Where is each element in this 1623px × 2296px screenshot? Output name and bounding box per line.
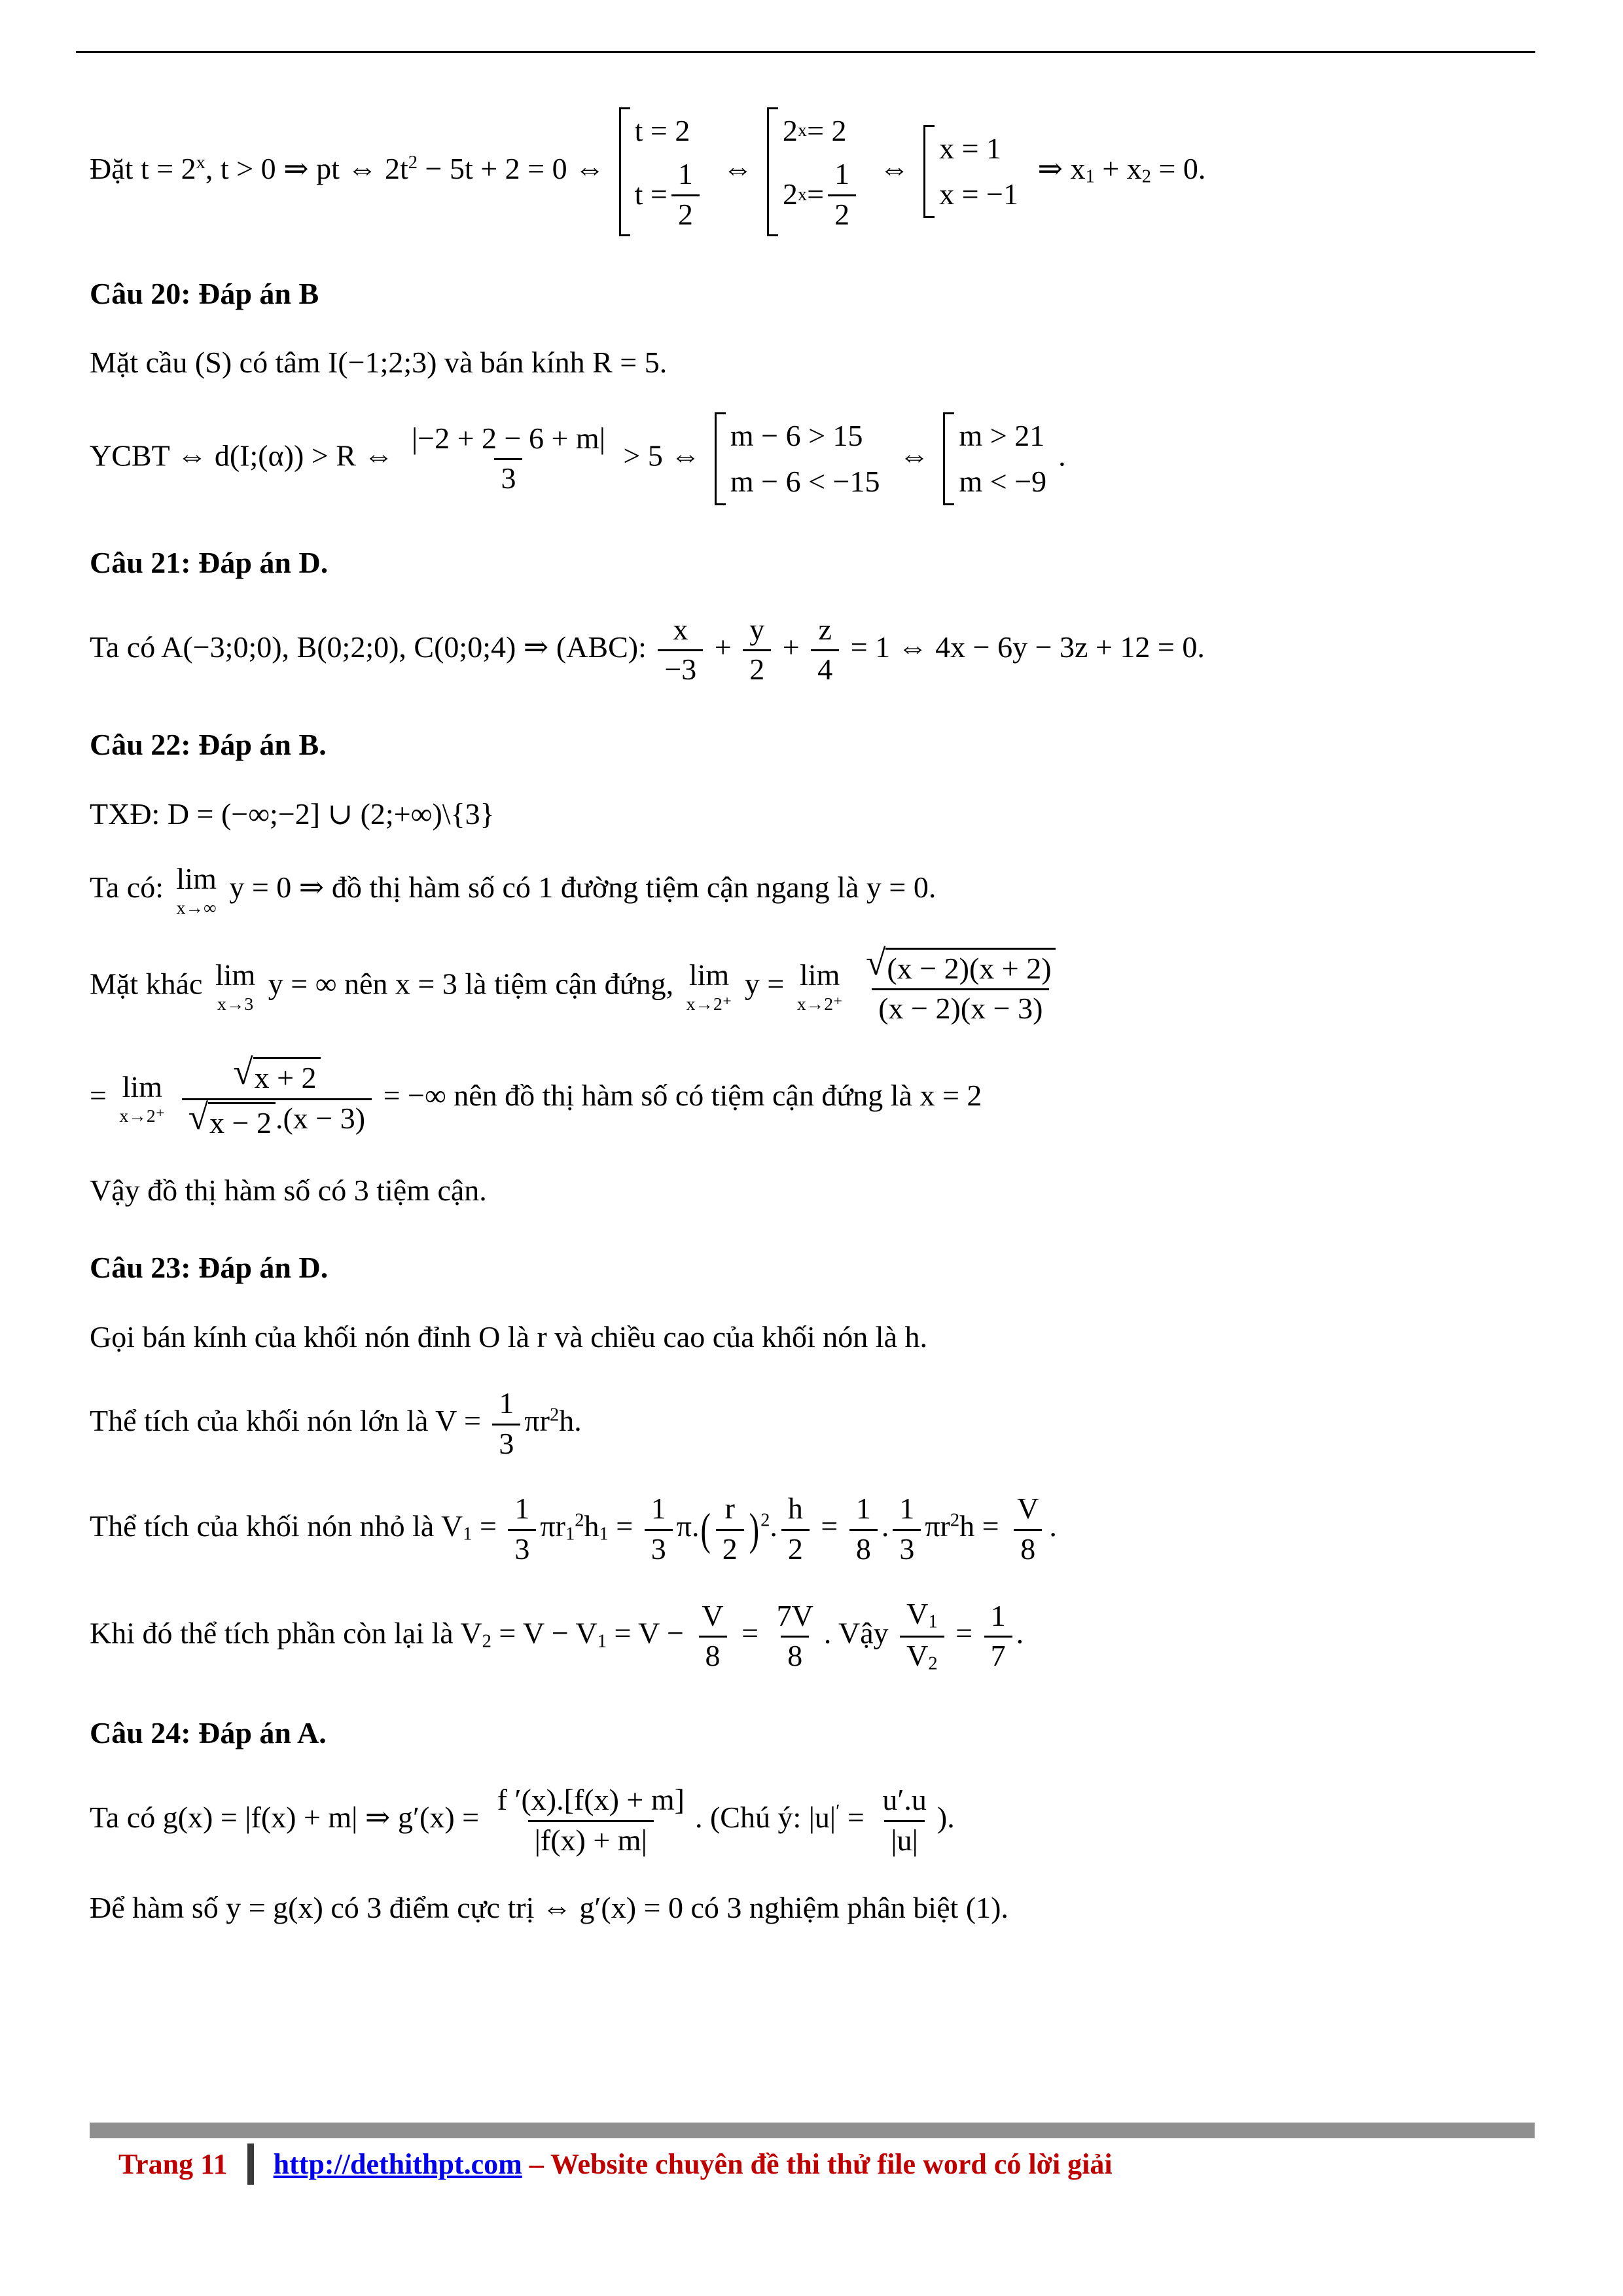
answer-heading: Câu 21: Đáp án D. bbox=[90, 545, 329, 579]
limit bbox=[797, 960, 843, 1013]
numerator: V bbox=[702, 1598, 724, 1632]
subscript: 1 bbox=[599, 1524, 609, 1545]
superscript: 2 bbox=[549, 1405, 560, 1426]
subscript: 1 bbox=[1085, 166, 1095, 187]
numerator: $V_1$ bbox=[906, 1597, 938, 1632]
page-footer bbox=[90, 2123, 1535, 2185]
numerator: 1 bbox=[899, 1492, 915, 1526]
big-delimiter: ( bbox=[700, 1503, 711, 1554]
limit-subscript: x→2⁺ bbox=[119, 1105, 166, 1126]
solution-paragraph: Gọi bán kính của khối nón đỉnh O là r và chiều cao của khối nón là h. bbox=[90, 1319, 928, 1354]
numerator: x bbox=[673, 612, 688, 646]
fraction bbox=[645, 1492, 673, 1567]
numerator: z bbox=[818, 612, 832, 646]
square-root bbox=[866, 942, 1055, 986]
footer-tagline: – Website chuyên đề thi thử file word có lời giải bbox=[522, 2148, 1113, 2180]
superscript: x bbox=[797, 184, 808, 205]
document-body bbox=[90, 77, 1535, 1957]
fraction bbox=[811, 613, 839, 688]
numerator: y bbox=[749, 612, 765, 646]
answer-heading: Câu 23: Đáp án D. bbox=[90, 1250, 329, 1284]
denominator: |f(x) + m| bbox=[528, 1820, 654, 1858]
solution-paragraph: Ta có A(−3;0;0), B(0;2;0), C(0;0;4) ⇒ (ABC): $\frac{x}{-3}$ + $\frac{y}{2}$ + $\frac{z}{4}$ = 1 ⇔ 4x − 6y − 3z + 12 = 0. bbox=[90, 612, 1205, 687]
denominator: 8 bbox=[849, 1529, 878, 1567]
fraction bbox=[491, 1783, 691, 1858]
limit-subscript: x→3 bbox=[217, 994, 254, 1014]
solution-paragraph: Vậy đồ thị hàm số có 3 tiệm cận. bbox=[90, 1174, 487, 1208]
numerator: f ′(x).[f(x) + m] bbox=[497, 1782, 685, 1816]
fraction bbox=[671, 157, 700, 232]
case-system bbox=[943, 412, 1052, 505]
superscript: 2 bbox=[575, 1510, 584, 1531]
solution-paragraph: Ta có g(x) = |f(x) + m| ⇒ g′(x) = $\frac{f '(x).[f(x) + m]}{|f(x) + m|}$ . (Chú ý: |u|′ = $\frac{u'.u}{|u|}$ ). bbox=[90, 1782, 955, 1857]
fraction bbox=[658, 613, 703, 688]
answer-heading: Câu 22: Đáp án B. bbox=[90, 728, 327, 762]
fraction bbox=[781, 1492, 810, 1567]
limit bbox=[687, 960, 732, 1013]
numerator: 1 bbox=[834, 156, 850, 190]
solution-paragraph: Khi đó thể tích phần còn lại là $V_2 = V - V_1 = V$ − $\frac{V}{8}$ = $\frac{7V}{8}$ . Vậy $\frac{V_1}{V_2}$ = $\frac{1}{7}$ . bbox=[90, 1597, 1024, 1675]
radicand: (x − 2)(x + 2) bbox=[885, 948, 1055, 986]
limit-subscript: x→2⁺ bbox=[796, 994, 843, 1014]
solution-paragraph: YCBT ⇔ d(I;(α)) > R ⇔ $\frac{|-2 + 2 - 6 + m|}{3}$ > 5 ⇔ m − 6 > 15 m − 6 < −15 ⇔ m > 21 m < −9 . bbox=[90, 412, 1535, 505]
fraction bbox=[859, 942, 1061, 1027]
fraction bbox=[828, 157, 856, 232]
superscript: ′ bbox=[836, 1801, 840, 1822]
denominator: 3 bbox=[508, 1529, 536, 1567]
page-number: Trang 11 bbox=[118, 2148, 228, 2180]
fraction bbox=[743, 613, 771, 688]
limit-label: lim bbox=[688, 958, 730, 992]
numerator: 1 bbox=[514, 1492, 530, 1526]
denominator: 3 bbox=[492, 1424, 520, 1462]
denominator: 2 bbox=[671, 194, 700, 232]
solution-paragraph: Thể tích của khối nón nhỏ là $V_1$ = $\frac{1}{3}$ $\pi r_1^2h_1$ = $\frac{1}{3}$ π.( $\frac{r}{2}$ )$^2$. $\frac{h}{2}$ = $\frac{1}{8}$ . $\frac{1}{3}$ $\pi r^2h$ = $\frac{V}{8}$ . bbox=[90, 1492, 1057, 1566]
case-row: 2 x = $\frac{1}{2}$ bbox=[783, 157, 860, 232]
fraction bbox=[716, 1492, 744, 1567]
fraction bbox=[900, 1597, 944, 1676]
radical-sign-icon: √ bbox=[866, 942, 886, 982]
case-row: x = −1 bbox=[939, 177, 1018, 211]
denominator: $V_2$ bbox=[900, 1636, 944, 1675]
subscript: 2 bbox=[928, 1654, 938, 1675]
limit bbox=[119, 1072, 165, 1125]
numerator bbox=[226, 1052, 327, 1098]
denominator: 2 bbox=[716, 1529, 744, 1567]
header-rule bbox=[76, 51, 1535, 53]
subscript: 1 bbox=[463, 1524, 473, 1545]
numerator: u′.u bbox=[882, 1782, 927, 1816]
limit-label: lim bbox=[176, 861, 217, 895]
big-delimiter: ) bbox=[749, 1503, 760, 1554]
superscript: 2 bbox=[760, 1510, 770, 1531]
case-row: x = 1 bbox=[939, 132, 1002, 166]
limit-subscript: x→2⁺ bbox=[686, 994, 732, 1014]
case-system bbox=[923, 125, 1024, 218]
subscript: 1 bbox=[597, 1631, 607, 1652]
fraction bbox=[182, 1052, 372, 1141]
numerator: |−2 + 2 − 6 + m| bbox=[411, 421, 605, 455]
limit-label: lim bbox=[800, 958, 840, 992]
denominator: 8 bbox=[699, 1636, 727, 1674]
denominator: 8 bbox=[781, 1636, 809, 1674]
radical-sign-icon: √ bbox=[188, 1097, 209, 1138]
denominator: √ x − 2 .(x − 3) bbox=[182, 1098, 372, 1141]
fraction bbox=[893, 1492, 921, 1567]
answer-heading: Câu 24: Đáp án A. bbox=[90, 1715, 327, 1749]
case-system bbox=[767, 107, 865, 236]
case-row: t = 2 bbox=[634, 114, 690, 147]
square-root bbox=[188, 1097, 276, 1141]
denominator: 2 bbox=[781, 1529, 810, 1567]
square-root bbox=[233, 1052, 320, 1096]
fraction bbox=[695, 1599, 730, 1674]
denominator: −3 bbox=[658, 649, 703, 687]
numerator: 1 bbox=[990, 1598, 1006, 1632]
solution-paragraph: Để hàm số y = g(x) có 3 điểm cực trị ⇔ g′(x) = 0 có 3 nghiệm phân biệt (1). bbox=[90, 1890, 1008, 1924]
fraction bbox=[492, 1386, 520, 1462]
denominator: |u| bbox=[884, 1820, 924, 1858]
footer-row bbox=[90, 2138, 1535, 2185]
solution-paragraph: Mặt khác lim x→3 y = ∞ nên x = 3 là tiệm cận đứng, lim x→2⁺ y = lim x→2⁺ √ (x − 2)(x + 2) (x − 2)(x − 3) bbox=[90, 947, 1535, 1027]
fraction bbox=[405, 422, 612, 497]
numerator bbox=[859, 942, 1061, 989]
numerator: 1 bbox=[677, 156, 693, 190]
solution-paragraph: Đặt $t = 2^x$, t > 0 ⇒ pt ⇔ $2t^2 - 5t + 2 = 0$ ⇔ t = 2 t = $\frac{1}{2}$ ⇔ 2 x = 2 2 x = $\frac{1}{2}$ ⇔ x = 1 x = −1 ⇒ $x_1 + x_2 = 0$. bbox=[90, 107, 1535, 236]
denominator: 2 bbox=[828, 194, 856, 232]
superscript: 2 bbox=[950, 1510, 960, 1531]
solution-paragraph: Ta có: lim x→∞ y = 0 ⇒ đồ thị hàm số có 1 đường tiệm cận ngang là y = 0. bbox=[90, 861, 936, 918]
limit-label: lim bbox=[215, 958, 256, 992]
denominator: 7 bbox=[984, 1636, 1012, 1674]
fraction bbox=[876, 1783, 933, 1858]
case-row: m < −9 bbox=[959, 464, 1047, 498]
case-row: m − 6 > 15 bbox=[730, 419, 863, 453]
case-system bbox=[619, 107, 709, 236]
case-system bbox=[715, 412, 885, 505]
numerator: h bbox=[787, 1492, 803, 1526]
numerator: 1 bbox=[499, 1386, 514, 1420]
footer-text bbox=[274, 2144, 1113, 2185]
denominator: 3 bbox=[893, 1529, 921, 1567]
limit bbox=[215, 960, 255, 1013]
radical-sign-icon: √ bbox=[233, 1052, 253, 1092]
case-row: t = $\frac{1}{2}$ bbox=[635, 157, 704, 232]
radicand: x − 2 bbox=[208, 1102, 276, 1141]
denominator: 8 bbox=[1014, 1529, 1042, 1567]
solution-paragraph: TXĐ: D = (−∞;−2] ∪ (2;+∞)\{3} bbox=[90, 797, 495, 831]
fraction bbox=[770, 1599, 820, 1674]
numerator: 1 bbox=[651, 1492, 666, 1526]
case-row: m − 6 < −15 bbox=[730, 464, 880, 498]
subscript: 2 bbox=[482, 1631, 491, 1652]
limit-label: lim bbox=[122, 1070, 162, 1104]
superscript: x bbox=[797, 120, 808, 141]
solution-paragraph: Mặt cầu (S) có tâm I(−1;2;3) và bán kính R = 5. bbox=[90, 346, 668, 380]
fraction bbox=[508, 1492, 536, 1567]
footer-separator bbox=[247, 2144, 254, 2185]
footer-gray-bar bbox=[90, 2123, 1535, 2138]
solution-paragraph: Thể tích của khối nón lớn là V = $\frac{1}{3}$ $\pi r^2h$. bbox=[90, 1386, 582, 1461]
limit-subscript: x→∞ bbox=[176, 897, 217, 918]
denominator: (x − 2)(x − 3) bbox=[872, 988, 1049, 1026]
case-row: m > 21 bbox=[959, 419, 1045, 453]
denominator: 4 bbox=[811, 649, 839, 687]
subscript: 1 bbox=[928, 1611, 938, 1632]
solution-paragraph: = lim x→2⁺ √ x + 2 √ x − 2 .(x − 3) = −∞ nên đồ thị hàm số có tiệm cận đứng là x = 2 bbox=[90, 1052, 982, 1140]
limit bbox=[176, 861, 217, 918]
numerator: V bbox=[1017, 1492, 1039, 1526]
subscript: 1 bbox=[565, 1524, 575, 1545]
numerator: r bbox=[724, 1492, 735, 1526]
denominator: 3 bbox=[645, 1529, 673, 1567]
numerator: 1 bbox=[855, 1492, 871, 1526]
answer-heading: Câu 20: Đáp án B bbox=[90, 276, 319, 310]
footer-link[interactable]: http://dethithpt.com bbox=[273, 2148, 522, 2180]
radicand: x + 2 bbox=[253, 1057, 321, 1096]
subscript: 2 bbox=[1141, 166, 1151, 187]
superscript: x bbox=[196, 152, 205, 173]
denominator: 3 bbox=[494, 458, 522, 496]
numerator: 7V bbox=[776, 1598, 813, 1632]
fraction bbox=[849, 1492, 878, 1567]
denominator: 2 bbox=[743, 649, 771, 687]
fraction bbox=[984, 1599, 1012, 1674]
superscript: 2 bbox=[408, 152, 418, 173]
case-row: 2 x = 2 bbox=[782, 114, 847, 147]
fraction bbox=[1010, 1492, 1045, 1567]
